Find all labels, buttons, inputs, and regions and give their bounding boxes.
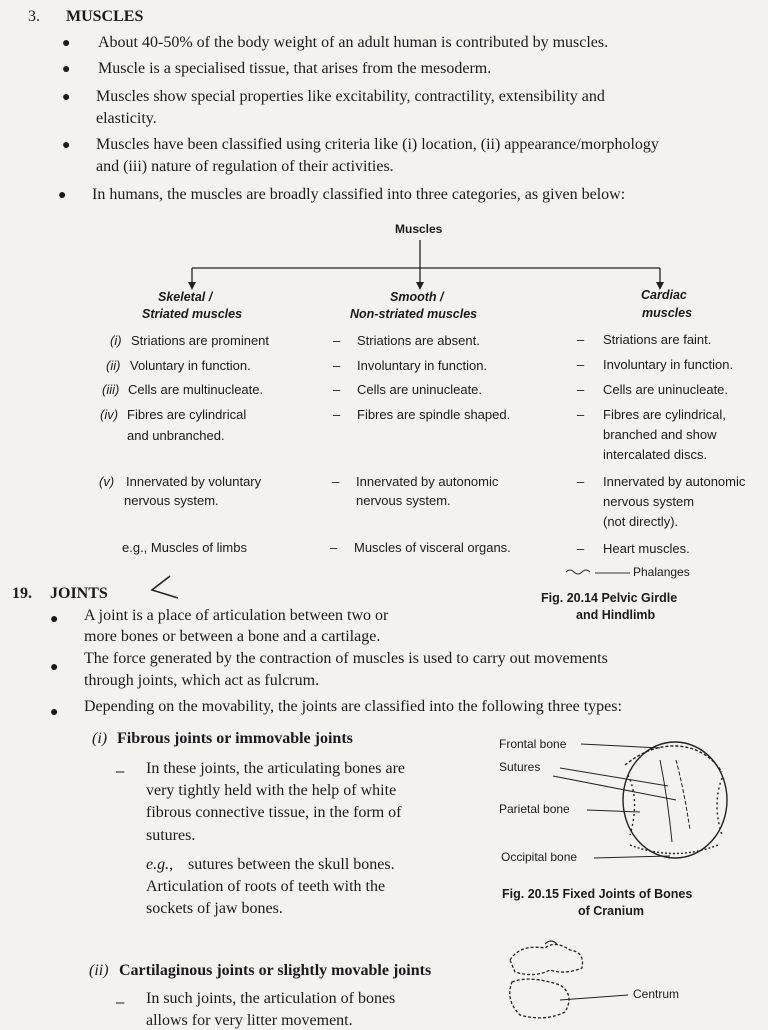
cardiac-item: Cells are uninucleate. <box>603 382 729 397</box>
dash-marker: – <box>116 763 125 780</box>
column-title-smooth-1: Smooth / <box>390 290 444 304</box>
bullet-dot: ● <box>62 138 71 153</box>
fibrous-text-line: sutures. <box>146 827 196 844</box>
skeletal-item: Striations are prominent <box>131 333 270 348</box>
muscles-bullet-4-line-2: and (iii) nature of regulation of their activities. <box>96 158 394 175</box>
dash-marker: – <box>577 541 585 556</box>
fibrous-example-line: sutures between the skull bones. <box>188 856 395 873</box>
cardiac-example: Heart muscles. <box>603 541 690 556</box>
cartilaginous-number: (ii) <box>89 962 109 979</box>
joints-bullet-2-line-2: through joints, which act as fulcrum. <box>84 672 320 689</box>
dash-marker: – <box>577 332 585 347</box>
label-sutures: Sutures <box>499 760 541 774</box>
fibrous-example-line: Articulation of roots of teeth with the <box>146 878 386 895</box>
label-centrum: Centrum <box>633 987 680 1001</box>
joints-bullet-2-line-1: The force generated by the contraction of muscles is used to carry out movements <box>84 650 608 667</box>
skeletal-item: Innervated by voluntary <box>126 474 262 489</box>
item-number: (iii) <box>102 382 120 397</box>
skeletal-item-continued: and unbranched. <box>127 428 225 443</box>
skeletal-item: Fibres are cylindrical <box>127 407 247 422</box>
dash-marker: – <box>577 474 585 489</box>
dash-marker: – <box>116 994 125 1011</box>
bullet-dot: ● <box>62 36 71 51</box>
section-heading-muscles: MUSCLES <box>66 8 144 25</box>
fibrous-text-line: fibrous connective tissue, in the form of <box>146 804 402 821</box>
cardiac-item-continued: (not directly). <box>603 514 679 529</box>
skeletal-item: Cells are multinucleate. <box>128 382 264 397</box>
fibrous-title: Fibrous joints or immovable joints <box>117 730 353 747</box>
section-number-muscles: 3. <box>28 8 40 25</box>
cardiac-item-continued: intercalated discs. <box>603 447 708 462</box>
muscles-bullet-4-line-1: Muscles have been classified using criteria like (i) location, (ii) appearance/morphology <box>96 136 659 153</box>
cardiac-item-continued: branched and show <box>603 427 717 442</box>
label-frontal-bone: Frontal bone <box>499 737 567 751</box>
phalanges-label: Phalanges <box>633 565 690 579</box>
smooth-item-continued: nervous system. <box>356 493 451 508</box>
fig-20-15-caption-line-2: of Cranium <box>578 904 644 918</box>
bullet-dot: ● <box>62 62 71 77</box>
skeletal-item-continued: nervous system. <box>124 493 219 508</box>
label-occipital-bone: Occipital bone <box>501 850 578 864</box>
smooth-item: Innervated by autonomic <box>356 474 499 489</box>
muscles-bullet-3-line-2: elasticity. <box>96 110 157 127</box>
fibrous-number: (i) <box>92 730 108 747</box>
tree-root-muscles: Muscles <box>395 222 443 236</box>
column-title-smooth-2: Non-striated muscles <box>350 307 478 321</box>
bullet-dot: ● <box>50 612 59 627</box>
dash-marker: – <box>577 407 585 422</box>
fig-20-14-caption-line-1: Fig. 20.14 Pelvic Girdle <box>541 591 678 605</box>
skeletal-example: e.g., Muscles of limbs <box>122 540 247 555</box>
column-title-skeletal-2: Striated muscles <box>142 307 243 321</box>
muscles-bullet-3-line-1: Muscles show special properties like excitability, contractility, extensibility and <box>96 88 605 105</box>
section-heading-joints: JOINTS <box>50 585 108 602</box>
smooth-item: Striations are absent. <box>357 333 480 348</box>
smooth-example: Muscles of visceral organs. <box>354 540 511 555</box>
joints-bullet-1-line-1: A joint is a place of articulation between two or <box>84 607 389 624</box>
fibrous-example-prefix: e.g., <box>146 856 174 873</box>
muscles-bullet-5: In humans, the muscles are broadly classified into three categories, as given below: <box>92 186 626 203</box>
dash-marker: – <box>577 357 585 372</box>
muscles-bullet-1: About 40-50% of the body weight of an adult human is contributed by muscles. <box>98 34 609 51</box>
fibrous-example-line: sockets of jaw bones. <box>146 900 283 917</box>
smooth-item: Fibres are spindle shaped. <box>357 407 511 422</box>
muscles-bullet-2: Muscle is a specialised tissue, that arises from the mesoderm. <box>98 60 492 77</box>
cardiac-item: Innervated by autonomic <box>603 474 746 489</box>
column-title-cardiac-2: muscles <box>642 306 693 320</box>
cardiac-item: Involuntary in function. <box>603 357 734 372</box>
item-number: (ii) <box>106 358 121 373</box>
joints-bullet-1-line-2: more bones or between a bone and a cartilage. <box>84 628 381 645</box>
bullet-dot: ● <box>62 90 71 105</box>
dash-marker: – <box>333 382 341 397</box>
item-number: (i) <box>110 333 122 348</box>
dash-marker: – <box>333 333 341 348</box>
dash-marker: – <box>332 474 340 489</box>
section-number-joints: 19. <box>12 585 32 602</box>
dash-marker: – <box>330 540 338 555</box>
bullet-dot: ● <box>58 188 67 203</box>
smooth-item: Cells are uninucleate. <box>357 382 483 397</box>
dash-marker: – <box>333 358 341 373</box>
skeletal-item: Voluntary in function. <box>130 358 251 373</box>
dash-marker: – <box>577 382 585 397</box>
bullet-dot: ● <box>50 705 59 720</box>
smooth-item: Involuntary in function. <box>357 358 488 373</box>
fig-20-14-caption-line-2: and Hindlimb <box>576 608 656 622</box>
joints-bullet-3: Depending on the movability, the joints are classified into the following three types: <box>84 698 622 715</box>
column-title-skeletal-1: Skeletal / <box>158 290 213 304</box>
cardiac-item: Striations are faint. <box>603 332 712 347</box>
item-number: (iv) <box>100 407 119 422</box>
cartilaginous-text-line: In such joints, the articulation of bones <box>146 990 396 1007</box>
fig-20-15-caption-line-1: Fig. 20.15 Fixed Joints of Bones <box>502 887 693 901</box>
fibrous-text-line: In these joints, the articulating bones are <box>146 760 406 777</box>
cardiac-item-continued: nervous system <box>603 494 695 509</box>
cardiac-item: Fibres are cylindrical, <box>603 407 726 422</box>
bullet-dot: ● <box>50 660 59 675</box>
item-number: (v) <box>99 474 115 489</box>
dash-marker: – <box>333 407 341 422</box>
cartilaginous-title: Cartilaginous joints or slightly movable joints <box>119 962 432 979</box>
cartilaginous-text-line: allows for very litter movement. <box>146 1012 353 1029</box>
fibrous-text-line: very tightly held with the help of white <box>146 782 397 799</box>
column-title-cardiac-1: Cardiac <box>641 288 687 302</box>
label-parietal-bone: Parietal bone <box>499 802 570 816</box>
